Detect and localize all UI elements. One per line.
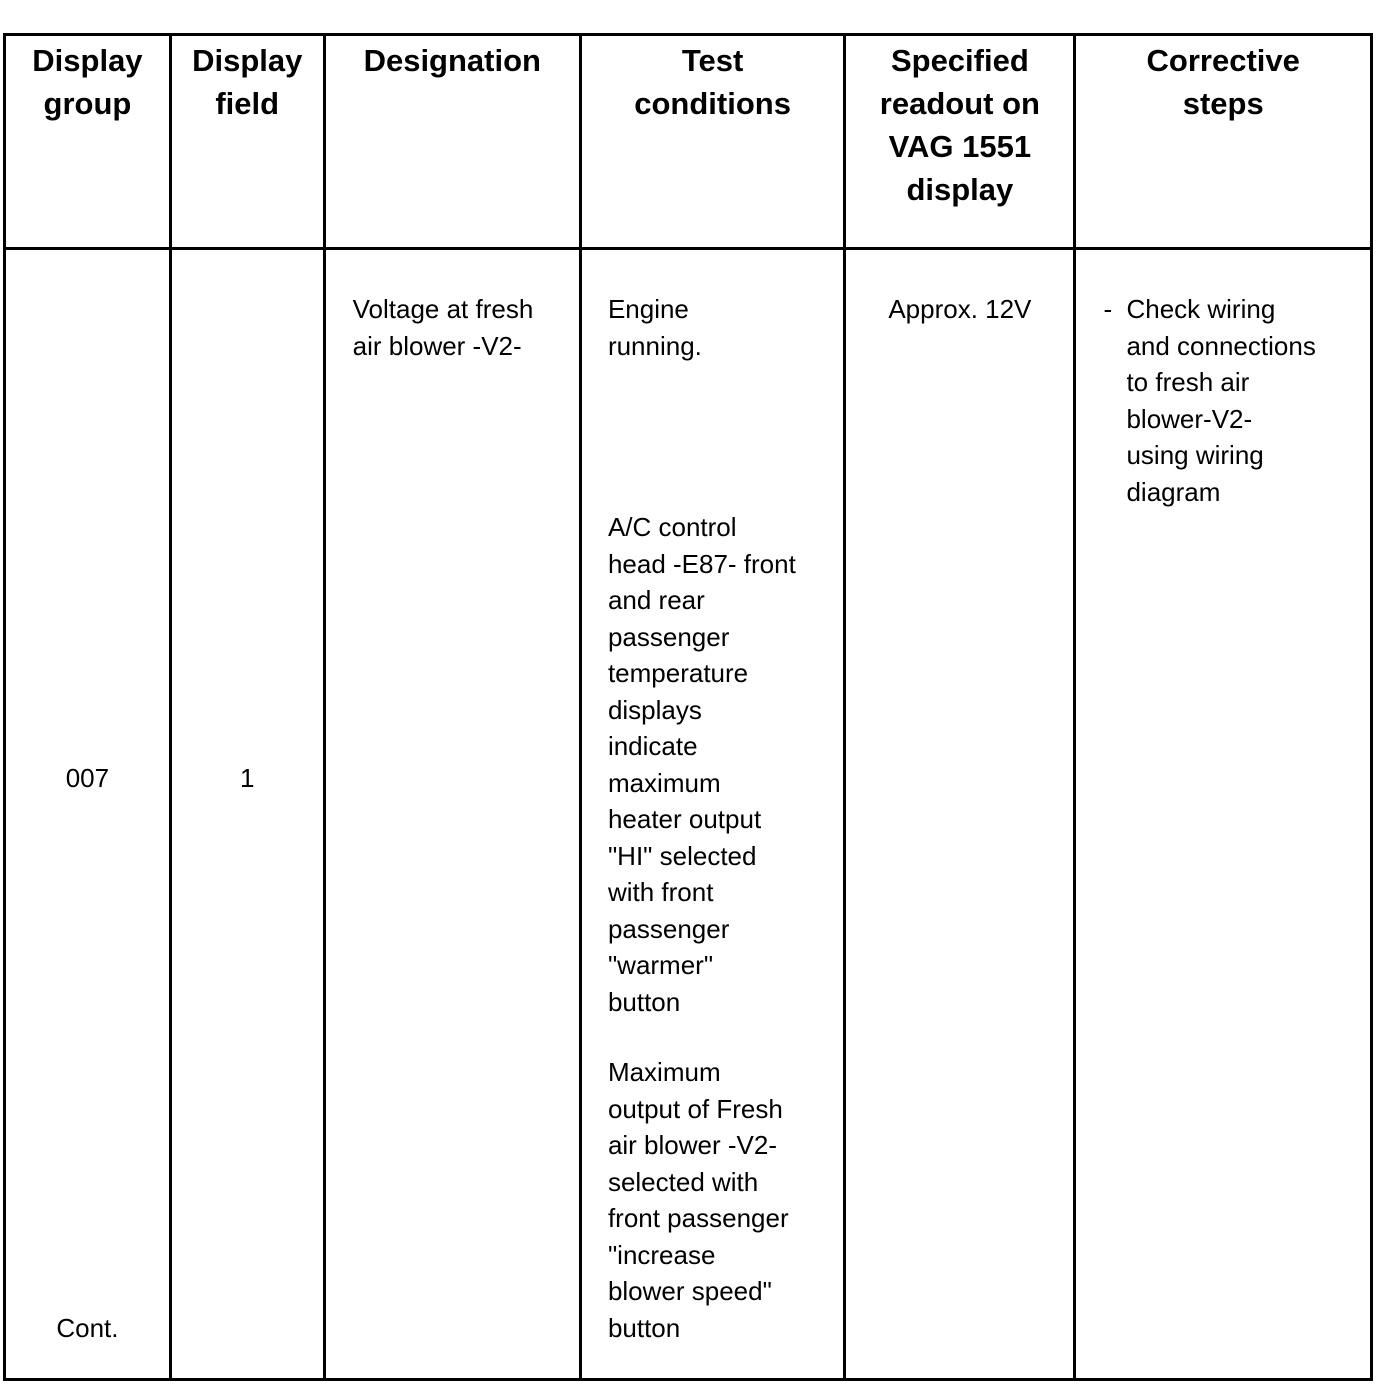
condition-line: Engine <box>607 294 689 324</box>
diagnostic-table <box>3 33 1373 1381</box>
header-text: Designation <box>363 43 541 78</box>
condition-line: Maximum <box>607 1057 721 1087</box>
condition-line: air blower -V2- <box>607 1130 777 1160</box>
header-text: Corrective <box>1146 43 1300 78</box>
condition-line: front passenger <box>607 1203 789 1233</box>
condition-line: button <box>607 986 681 1017</box>
condition-line: "warmer" <box>607 950 714 980</box>
corrective-line: blower-V2- <box>1126 403 1253 434</box>
header-text: Display <box>32 43 143 78</box>
condition-line: selected with <box>607 1166 759 1197</box>
condition-line: heater output <box>607 804 762 834</box>
cell-specified-readout <box>845 249 1075 1380</box>
test-condition-1 <box>608 291 702 364</box>
bullet-dash: - <box>1103 294 1113 324</box>
display-field-value: 1 <box>240 763 255 793</box>
condition-line: passenger <box>607 621 730 652</box>
header-test-conditions <box>580 35 844 249</box>
header-text: field <box>215 86 280 121</box>
header-text: Specified <box>890 43 1029 78</box>
specified-readout-value: Approx. 12V <box>888 294 1032 324</box>
header-text: conditions <box>634 86 791 121</box>
cell-test-conditions <box>580 249 844 1380</box>
header-corrective-steps <box>1075 35 1372 249</box>
header-specified-readout <box>845 35 1075 249</box>
test-condition-3 <box>608 1054 789 1346</box>
condition-line: and rear <box>607 585 705 615</box>
header-text: readout on <box>879 86 1040 121</box>
condition-line: displays <box>607 694 702 725</box>
condition-line: maximum <box>607 767 721 798</box>
header-row <box>5 35 1372 249</box>
header-text: steps <box>1182 86 1264 121</box>
corrective-line: to fresh air <box>1126 367 1250 397</box>
corrective-lines <box>1126 291 1315 510</box>
header-designation <box>324 35 580 249</box>
corrective-line: diagram <box>1126 476 1221 507</box>
table-row <box>5 249 1372 1380</box>
designation-text <box>353 291 534 364</box>
header-display-field <box>170 35 324 249</box>
cell-corrective-steps <box>1075 249 1372 1380</box>
display-group-value: 007 <box>65 763 110 793</box>
header-text: display <box>906 172 1014 207</box>
cell-display-field <box>170 249 324 1380</box>
header-text: VAG 1551 <box>888 129 1032 164</box>
condition-line: "increase <box>607 1239 716 1270</box>
header-text: Test <box>681 43 744 78</box>
header-text: group <box>43 86 132 121</box>
condition-line: output of Fresh <box>607 1093 783 1124</box>
designation-line: air blower -V2- <box>352 330 522 361</box>
condition-line: A/C control <box>607 512 737 542</box>
corrective-line: using wiring <box>1126 440 1264 470</box>
condition-line: "HI" selected <box>607 840 757 871</box>
condition-line: passenger <box>607 913 730 944</box>
condition-line: button <box>607 1312 681 1343</box>
condition-line: indicate <box>607 731 698 761</box>
test-condition-2 <box>608 509 796 1020</box>
corrective-line: and connections <box>1126 330 1316 361</box>
condition-line: temperature <box>607 658 749 688</box>
header-display-group <box>5 35 171 249</box>
condition-line: with front <box>607 877 714 907</box>
condition-line: running. <box>607 330 702 361</box>
continued-label: Cont. <box>56 1313 119 1343</box>
corrective-line: Check wiring <box>1126 294 1276 324</box>
cell-designation <box>324 249 580 1380</box>
designation-line: Voltage at fresh <box>352 294 534 324</box>
condition-line: head -E87- front <box>607 548 796 579</box>
cell-display-group <box>5 249 171 1380</box>
condition-line: blower speed" <box>607 1276 772 1306</box>
header-text: Display <box>192 43 303 78</box>
